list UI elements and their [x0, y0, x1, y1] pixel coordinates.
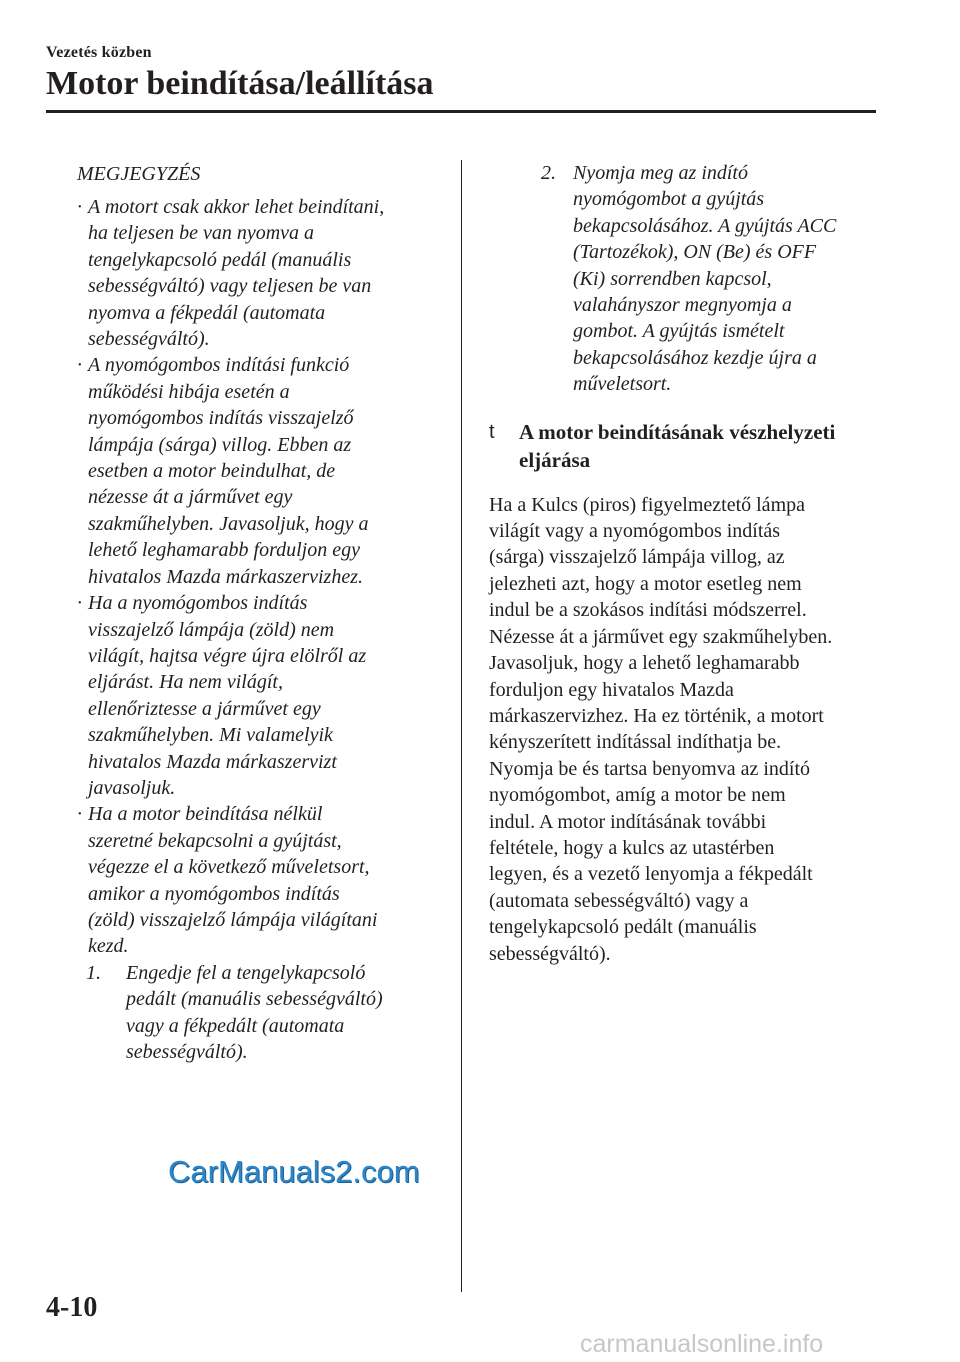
watermark-logo: CarManuals2.com	[168, 1154, 420, 1189]
step-text: Nyomja meg az indító nyomógombot a gyújtás bekapcsolásához. A gyújtás ACC (Tartozékok), ON (Be) és OFF (Ki) sorrendben kapcsol, valahányszor megnyomja a gombot. A gyújtás ismételt bekapcsolásához kezdje újra a műveletsort.	[573, 162, 837, 396]
step-number: 1.	[86, 961, 101, 984]
footer-site-watermark: carmanualsonline.info	[580, 1330, 824, 1358]
bullet-dot-icon: ·	[77, 196, 82, 218]
step-number: 2.	[541, 162, 556, 184]
emergency-start-heading	[489, 418, 875, 474]
note-bullet-text: Ha a motor beindítása nélkül szeretné bekapcsolni a gyújtást, végezze el a következő műveletsort, amikor a nyomógombos indítás (zöld) visszajelző lámpája világítani kezd.	[88, 803, 378, 958]
note-heading: MEGJEGYZÉS	[77, 163, 201, 185]
bullet-dot-icon: ·	[77, 803, 82, 826]
bullet-dot-icon: ·	[77, 592, 82, 615]
page-title: Motor beindítása/leállítása	[46, 65, 434, 102]
title-rule	[46, 110, 876, 113]
section-label: Vezetés közben	[46, 44, 152, 61]
page-number: 4-10	[46, 1292, 98, 1323]
note-bullet-2	[74, 352, 444, 590]
emergency-start-body: Ha a Kulcs (piros) figyelmeztető lámpa világít vagy a nyomógombos indítás (sárga) visszajelző lámpája villog, az jelezheti azt, hogy a motor esetleg nem indul be a szokásos indítási módszerrel. Nézesse át a járművet egy szakműhelyben. Javasoljuk, hogy a lehető leghamarabb forduljon egy hivatalos Mazda márkaszervizhez. Ha ez történik, a motort kényszerített indítással indíthatja be. Nyomja be és tartsa benyomva az indító nyomógombot, amíg a motor be nem indul. A motor indításának további feltétele, hogy a kulcs az utastérben legyen, és a vezető lenyomja a fékpedált (automata sebességváltó) vagy a tengelykapcsoló pedált (manuális sebességváltó).	[489, 493, 833, 965]
subheading-text: A motor beindításának vészhelyzeti eljárása	[519, 419, 836, 472]
note-bullet-3	[74, 590, 444, 801]
section-marker-icon: t	[489, 420, 495, 443]
note-bullet-text: A nyomógombos indítási funkció működési hibája esetén a nyomógombos indítás visszajelző lámpája (sárga) villog. Ebben az esetben a motor beindulhat, de nézesse át a járművet egy szakműhelyben. Javasoljuk, hogy a lehető leghamarabb forduljon egy hivatalos Mazda márkaszervizhez.	[88, 354, 369, 588]
note-bullet-1	[74, 194, 444, 352]
step-text: Engedje fel a tengelykapcsoló pedált (manuális sebességváltó) vagy a fékpedált (automata sebességváltó).	[126, 961, 383, 1063]
note-bullet-4	[74, 801, 444, 959]
left-column	[74, 160, 444, 1065]
column-divider	[461, 160, 462, 1292]
note-bullet-text: Ha a nyomógombos indítás visszajelző lámpája (zöld) nem világít, hajtsa végre újra elölről az eljárást. Ha nem világít, ellenőriztesse a járművet egy szakműhelyben. Mi valamelyik hivatalos Mazda márkaszervizt javasoljuk.	[88, 592, 367, 799]
step-2	[541, 160, 875, 398]
step-1	[86, 960, 444, 1066]
right-column	[489, 160, 875, 967]
bullet-dot-icon: ·	[77, 354, 82, 377]
note-bullet-text: A motort csak akkor lehet beindítani, ha teljesen be van nyomva a tengelykapcsoló pedál (manuális sebességváltó) vagy teljesen be van nyomva a fékpedál (automata sebességváltó).	[88, 196, 385, 351]
